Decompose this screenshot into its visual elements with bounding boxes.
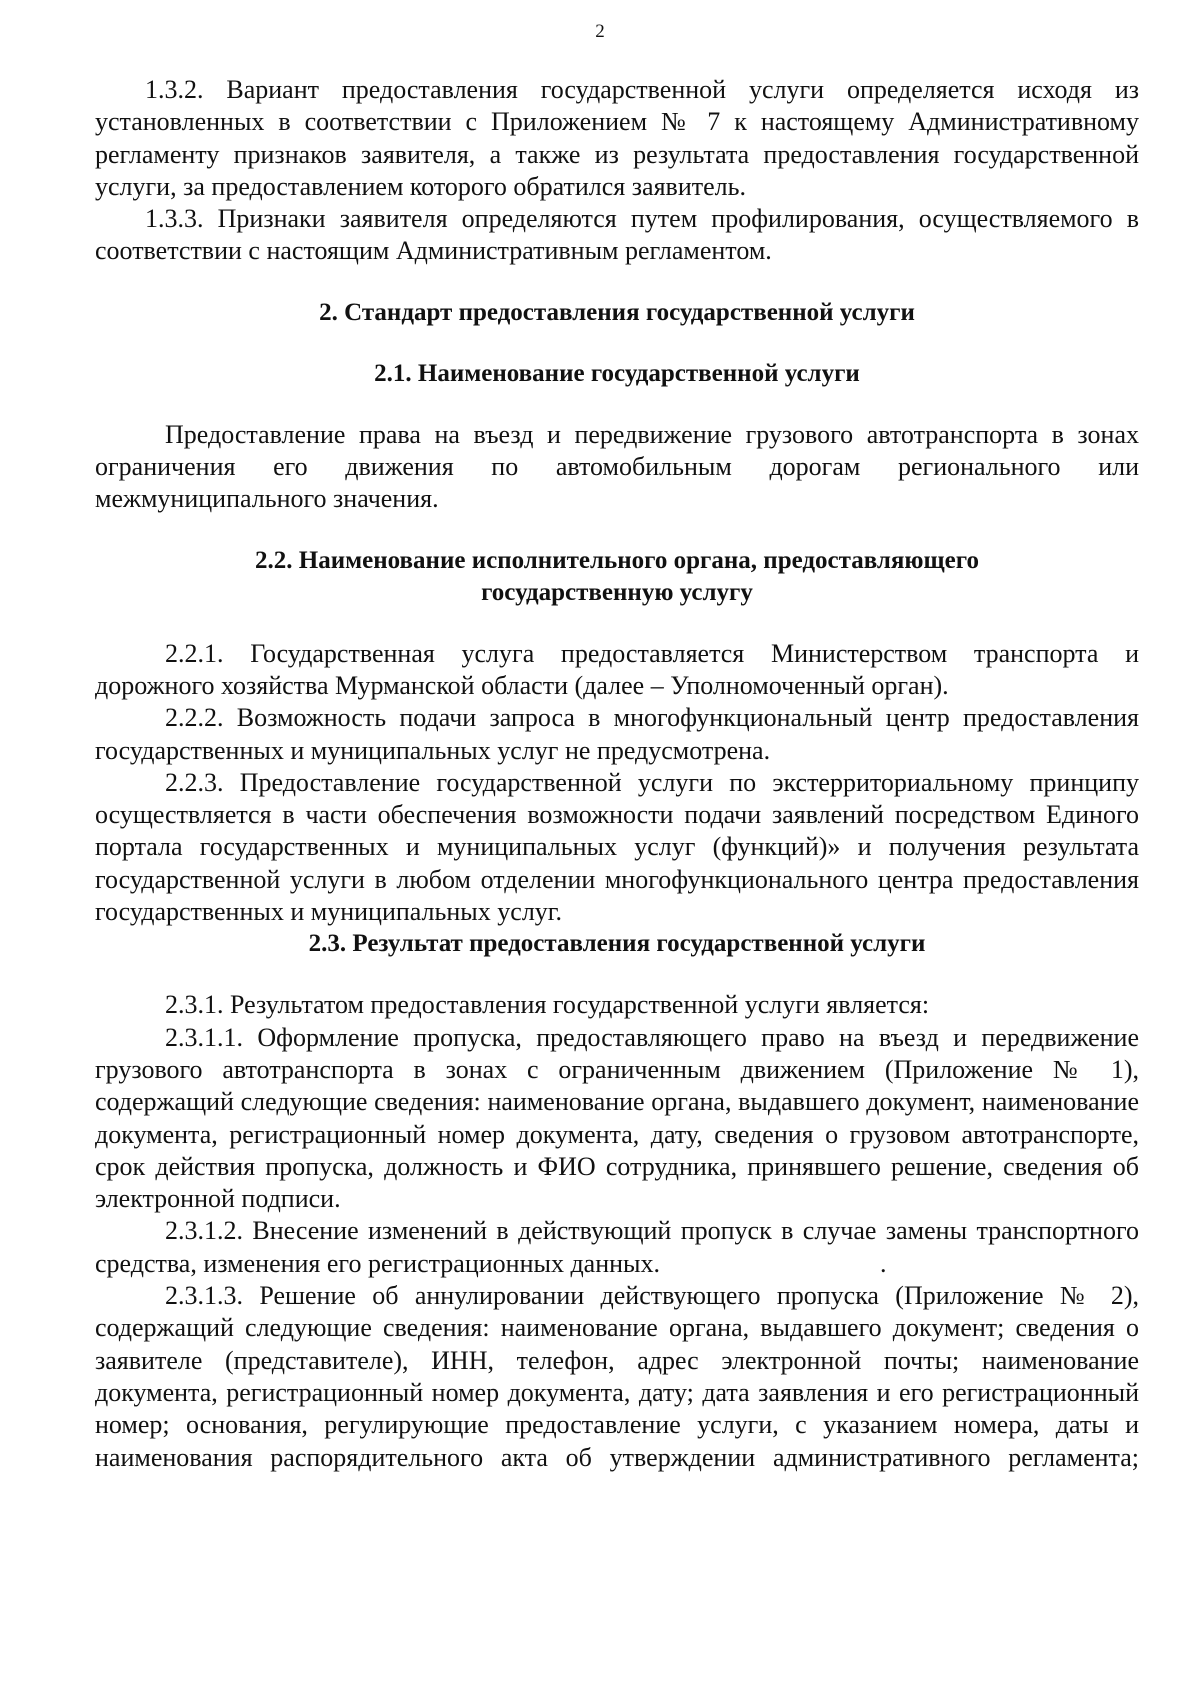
- paragraph-2-2-3: 2.2.3. Предоставление государственной услуги по экстерриториальному принципу осуществляется в части обеспечения возможности подачи заявлений посредством Единого портала государственных и муниципальных услуг (функций)» и получения результата государственной услуги в любом отделении многофункционального центра предоставления государственных и муниципальных услуг.: [95, 767, 1139, 927]
- paragraph-2-3-1-3: 2.3.1.3. Решение об аннулировании действующего пропуска (Приложение № 2), содержащий следующие сведения: наименование органа, выдавшего документ; сведения о заявителе (представителе), ИНН, телефон, адрес электронной почты; наименование документа, регистрационный номер документа, дату; дата заявления и его регистрационный номер; основания, регулирующие предоставление услуги, с указанием номера, даты и наименования распорядительного акта об утверждении административного регламента;: [95, 1281, 1139, 1472]
- section-2-heading: 2. Стандарт предоставления государственной услуги: [319, 298, 915, 326]
- stray-mark: .: [880, 1248, 887, 1278]
- paragraph-1-3-2: 1.3.2. Вариант предоставления государственной услуги определяется исходя из установленных в соответствии с Приложением № 7 к настоящему Административному регламенту признаков заявителя, а также из результата предоставления государственной услуги, за предоставлением которого обратился заявитель.: [95, 75, 1139, 201]
- paragraph-2-3-1-2-text: 2.3.1.2. Внесение изменений в действующий пропуск в случае замены транспортного средства, изменения его регистрационных данных.: [95, 1216, 1139, 1278]
- document-body: [95, 74, 1139, 1474]
- section-2-2-heading-line2: государственную услугу: [481, 578, 753, 606]
- section-2-2-heading-line1: 2.2. Наименование исполнительного органа, предоставляющего: [255, 546, 979, 574]
- section-2-1-heading: 2.1. Наименование государственной услуги: [374, 359, 860, 387]
- section-2-2-heading: [95, 545, 1139, 609]
- section-2-1-text: Предоставление права на въезд и передвижение грузового автотранспорта в зонах ограничения его движения по автомобильным дорогам регионального или межмуниципального значения.: [95, 419, 1139, 514]
- paragraph-2-3-1: 2.3.1. Результатом предоставления государственной услуги является:: [165, 990, 930, 1020]
- paragraph-1-3-3: 1.3.3. Признаки заявителя определяются путем профилирования, осуществляемого в соответствии с настоящим Административным регламентом.: [95, 204, 1139, 266]
- section-2-3-heading: 2.3. Результат предоставления государственной услуги: [308, 930, 926, 958]
- paragraph-2-3-1-1: 2.3.1.1. Оформление пропуска, предоставляющего право на въезд и передвижение грузового автотранспорта в зонах с ограниченным движением (Приложение № 1), содержащий следующие сведения: наименование органа, выдавшего документ, наименование документа, регистрационный номер документа, дату, сведения о грузовом автотранспорте, срок действия пропуска, должность и ФИО сотрудника, принявшего решение, сведения об электронной подписи.: [95, 1022, 1139, 1214]
- paragraph-2-2-2: 2.2.2. Возможность подачи запроса в многофункциональный центр предоставления государственных и муниципальных услуг не предусмотрена.: [95, 703, 1139, 765]
- paragraph-2-3-1-2: [95, 1215, 1139, 1280]
- paragraph-2-2-1: 2.2.1. Государственная услуга предоставляется Министерством транспорта и дорожного хозяйства Мурманской области (далее – Уполномоченный орган).: [95, 638, 1139, 700]
- page-number: 2: [595, 21, 605, 42]
